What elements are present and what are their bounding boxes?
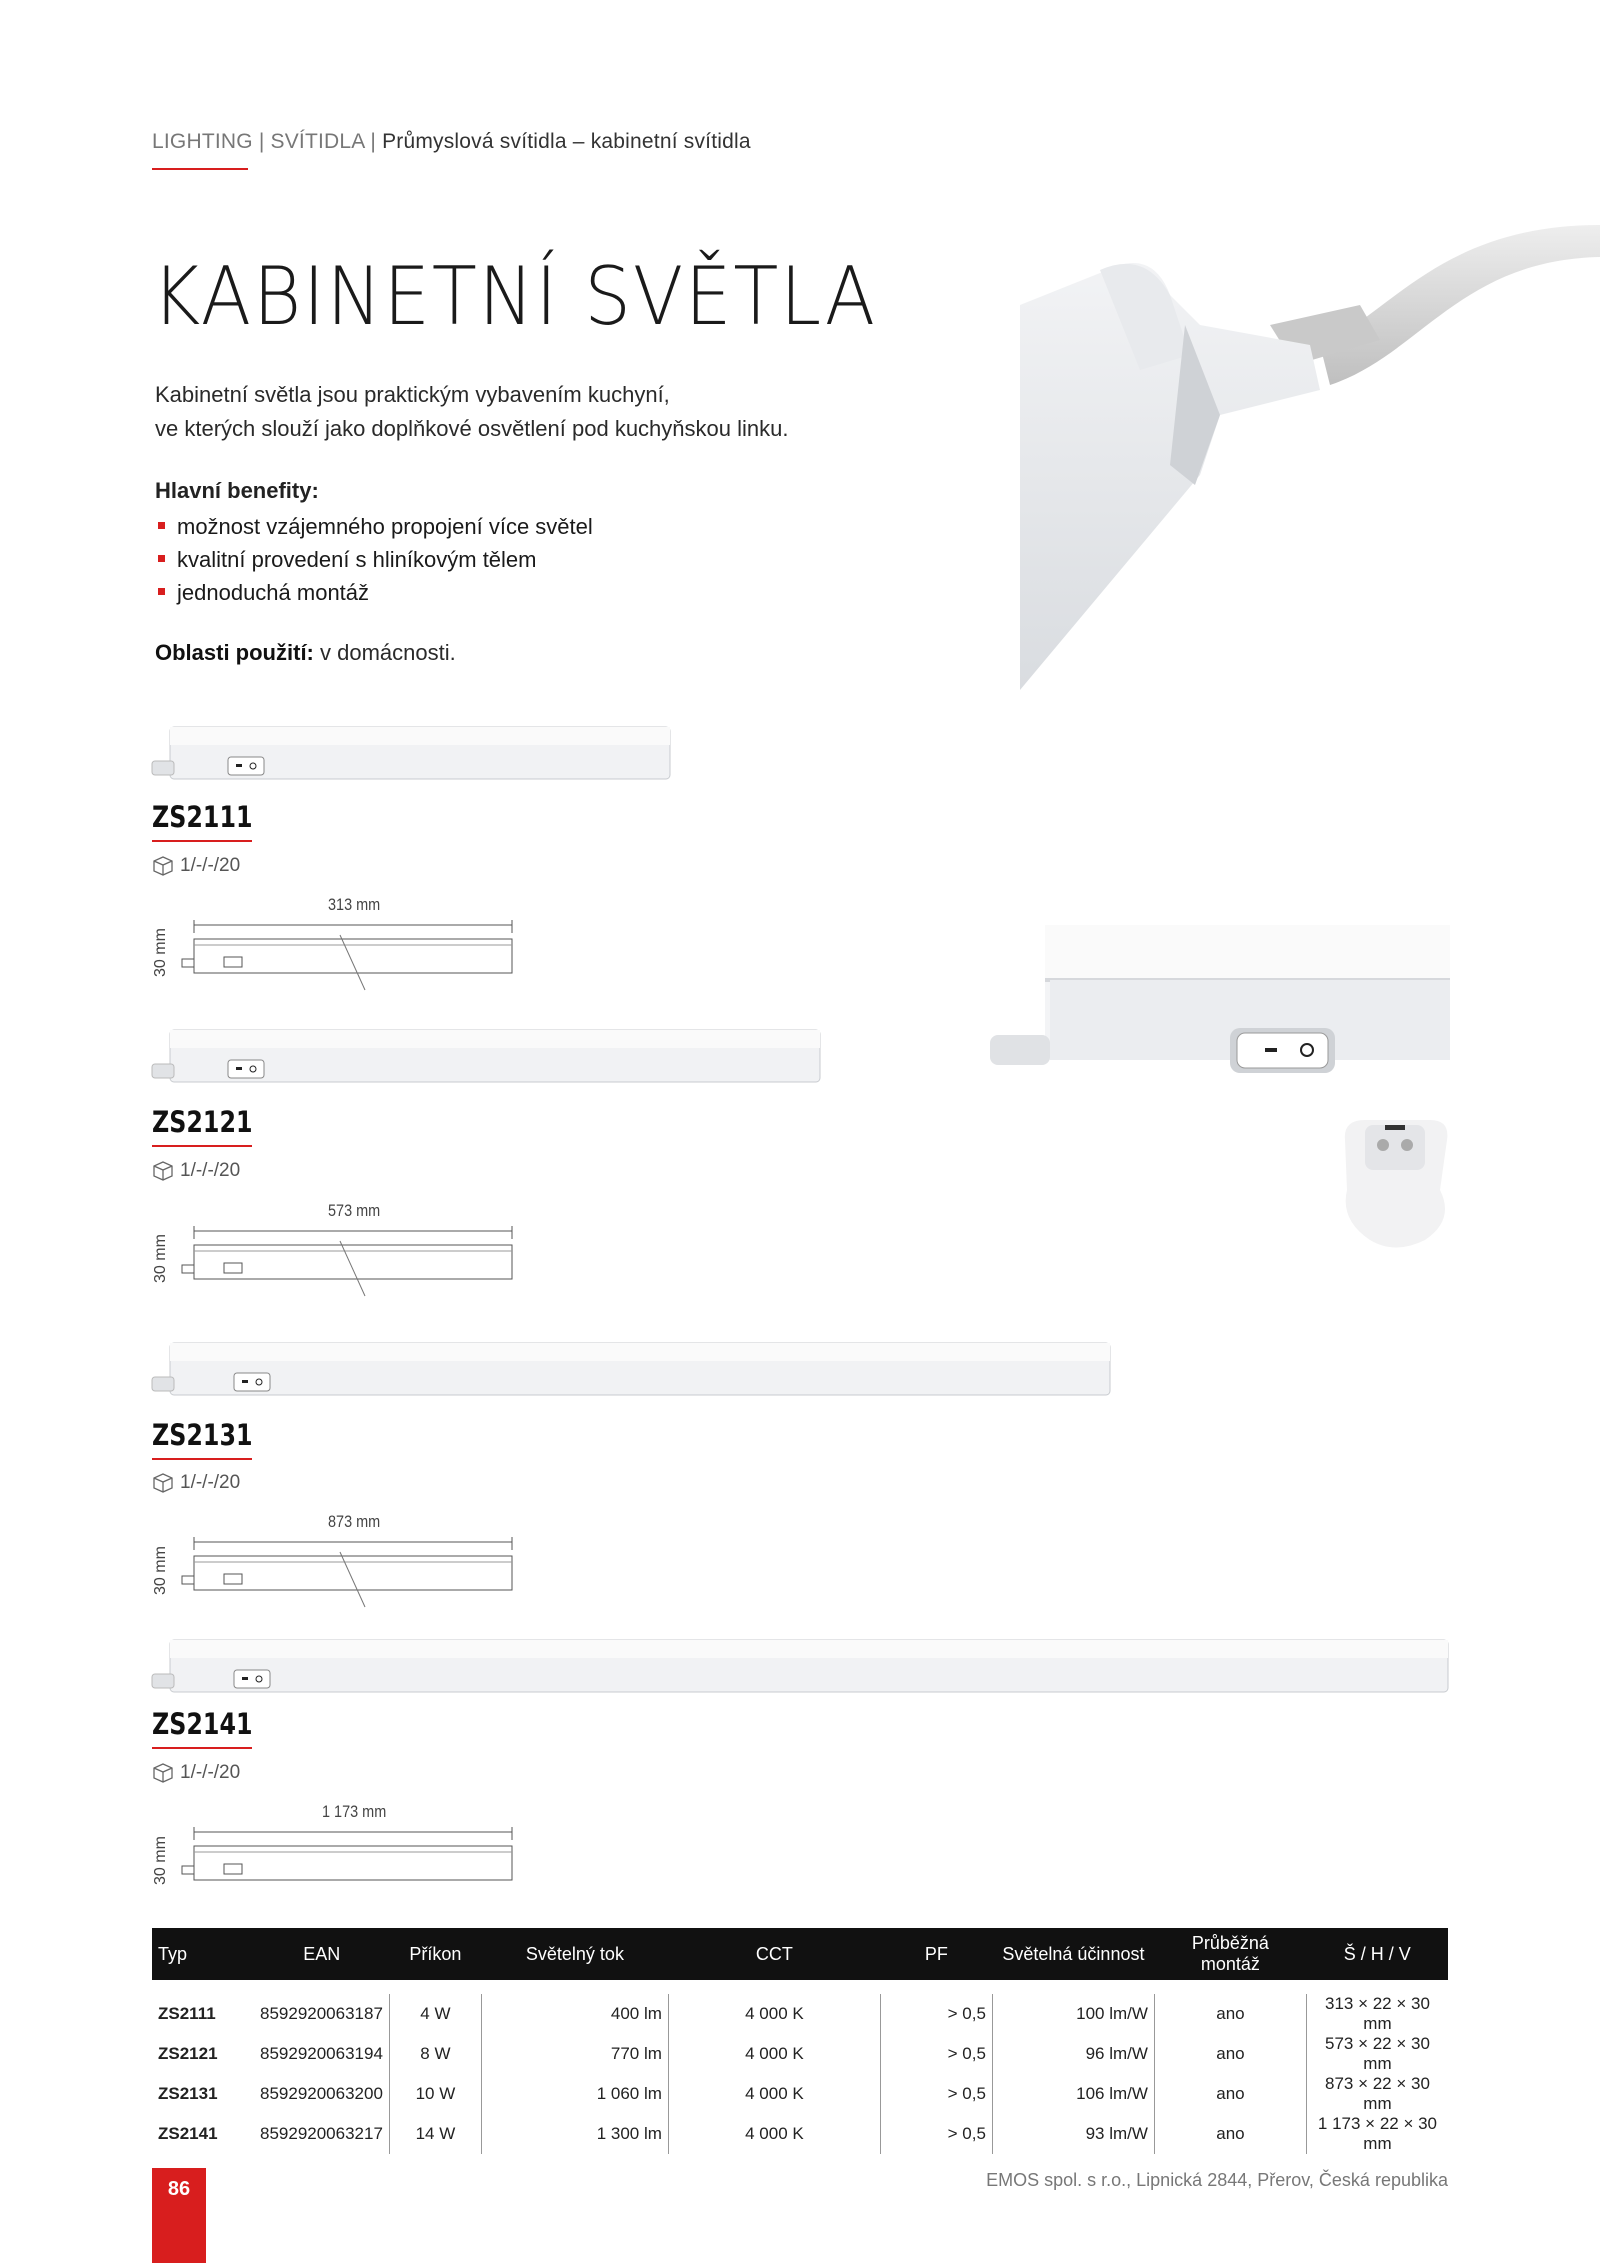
breadcrumb-separator: | (364, 130, 383, 153)
product-code-underline (152, 1747, 252, 1749)
cell-ean: 8592920063187 (260, 2004, 383, 2023)
height-label: 30 mm (152, 1546, 169, 1595)
cell-cct: 4 000 K (668, 2074, 880, 2114)
dimension-drawing (180, 1822, 520, 1912)
product-code-underline (152, 1145, 252, 1147)
cell-ean: 8592920063194 (260, 2044, 383, 2063)
cell-dimensions: 313 × 22 × 30 mm (1306, 1994, 1448, 2034)
cell-efficacy: 93 lm/W (992, 2114, 1154, 2154)
product-photo (148, 1022, 828, 1092)
packaging-value: 1/-/-/20 (180, 1472, 241, 1493)
box-icon (152, 1762, 174, 1784)
packaging-info (152, 1472, 240, 1494)
box-icon (152, 1472, 174, 1494)
cell-dimensions: 573 × 22 × 30 mm (1306, 2034, 1448, 2074)
cell-flux: 1 300 lm (481, 2114, 668, 2154)
product-code: ZS2141 (152, 1707, 253, 1741)
usage-label: Oblasti použití: (155, 640, 314, 665)
col-header: PF (880, 1928, 992, 1980)
breadcrumb-underline (152, 168, 248, 170)
intro-text (155, 378, 788, 446)
cell-through-wiring: ano (1154, 2114, 1306, 2154)
benefit-item: jednoduchá montáž (155, 576, 593, 609)
cell-through-wiring: ano (1154, 2034, 1306, 2074)
benefits-heading: Hlavní benefity: (155, 478, 319, 503)
length-label: 573 mm (328, 1201, 381, 1220)
benefit-item: kvalitní provedení s hliníkovým tělem (155, 543, 593, 576)
breadcrumb (152, 130, 751, 154)
dimension-drawing (180, 1532, 520, 1622)
height-label: 30 mm (152, 928, 169, 977)
cell-ean: 8592920063200 (260, 2084, 383, 2103)
intro-line: Kabinetní světla jsou praktickým vybavením kuchyní, (155, 382, 670, 407)
hero-product-image (1020, 215, 1600, 690)
dimension-drawing (180, 1221, 520, 1311)
breadcrumb-lighting: LIGHTING (152, 130, 253, 153)
cell-power: 10 W (389, 2074, 481, 2114)
box-icon (152, 855, 174, 877)
col-header: Světelný tok (481, 1928, 668, 1980)
cell-type: ZS2121 (158, 2044, 218, 2063)
product-photo (148, 1335, 1118, 1405)
packaging-value: 1/-/-/20 (180, 855, 241, 876)
cell-dimensions: 1 173 × 22 × 30 mm (1306, 2114, 1448, 2154)
packaging-value: 1/-/-/20 (180, 1762, 241, 1783)
product-list (0, 715, 1600, 1925)
product-photo (148, 719, 678, 789)
cell-power: 14 W (389, 2114, 481, 2154)
cell-type: ZS2131 (158, 2084, 218, 2103)
cell-cct: 4 000 K (668, 2114, 880, 2154)
cell-flux: 1 060 lm (481, 2074, 668, 2114)
page-title: KABINETNÍ SVĚTLA (152, 250, 877, 343)
table-row (152, 1994, 1448, 2034)
benefit-item: možnost vzájemného propojení více světel (155, 510, 593, 543)
dimension-drawing (180, 915, 520, 1005)
cell-through-wiring: ano (1154, 1994, 1306, 2034)
cell-ean: 8592920063217 (260, 2124, 383, 2143)
usage-value: v domácnosti. (313, 640, 456, 665)
cell-dimensions: 873 × 22 × 30 mm (1306, 2074, 1448, 2114)
page-number: 86 (152, 2168, 206, 2263)
col-header: Š / H / V (1306, 1928, 1448, 1980)
cell-pf: > 0,5 (880, 2114, 992, 2154)
cell-type: ZS2141 (158, 2124, 218, 2143)
cell-efficacy: 106 lm/W (992, 2074, 1154, 2114)
product-code-underline (152, 1458, 252, 1460)
cell-cct: 4 000 K (668, 1994, 880, 2034)
col-header: Průběžná montáž (1154, 1928, 1306, 1980)
length-label: 873 mm (328, 1512, 381, 1531)
col-header: CCT (668, 1928, 880, 1980)
col-header: Příkon (389, 1928, 481, 1980)
cell-type: ZS2111 (158, 2004, 216, 2023)
product-code: ZS2131 (152, 1418, 253, 1452)
usage-area (155, 640, 456, 666)
breadcrumb-svitidla: SVÍTIDLA (270, 130, 365, 153)
breadcrumb-current: Průmyslová svítidla – kabinetní svítidla (382, 130, 751, 153)
table-row (152, 2114, 1448, 2154)
packaging-value: 1/-/-/20 (180, 1160, 241, 1181)
packaging-info (152, 1160, 240, 1182)
length-label: 1 173 mm (322, 1802, 387, 1821)
breadcrumb-separator: | (252, 130, 271, 153)
cell-efficacy: 96 lm/W (992, 2034, 1154, 2074)
col-header: EAN (254, 1928, 389, 1980)
table-row (152, 2074, 1448, 2114)
product-code: ZS2121 (152, 1105, 253, 1139)
product-photo (148, 1632, 1453, 1702)
product-code-underline (152, 840, 252, 842)
cell-pf: > 0,5 (880, 2034, 992, 2074)
cell-pf: > 0,5 (880, 1994, 992, 2034)
cell-power: 4 W (389, 1994, 481, 2034)
col-header: Světelná účinnost (992, 1928, 1154, 1980)
spec-table (152, 1928, 1448, 2154)
table-header-row (152, 1928, 1448, 1980)
box-icon (152, 1160, 174, 1182)
cell-flux: 770 lm (481, 2034, 668, 2074)
cell-pf: > 0,5 (880, 2074, 992, 2114)
height-label: 30 mm (152, 1836, 169, 1885)
benefits-list (155, 510, 593, 609)
col-header: Typ (152, 1928, 254, 1980)
intro-line: ve kterých slouží jako doplňkové osvětlení pod kuchyňskou linku. (155, 416, 789, 441)
cell-power: 8 W (389, 2034, 481, 2074)
height-label: 30 mm (152, 1234, 169, 1283)
cell-flux: 400 lm (481, 1994, 668, 2034)
cell-through-wiring: ano (1154, 2074, 1306, 2114)
packaging-info (152, 855, 240, 877)
cell-efficacy: 100 lm/W (992, 1994, 1154, 2034)
footer-company: EMOS spol. s r.o., Lipnická 2844, Přerov, Česká republika (986, 2170, 1448, 2190)
packaging-info (152, 1762, 240, 1784)
length-label: 313 mm (328, 895, 381, 914)
table-row (152, 2034, 1448, 2074)
cell-cct: 4 000 K (668, 2034, 880, 2074)
product-code: ZS2111 (152, 800, 253, 834)
